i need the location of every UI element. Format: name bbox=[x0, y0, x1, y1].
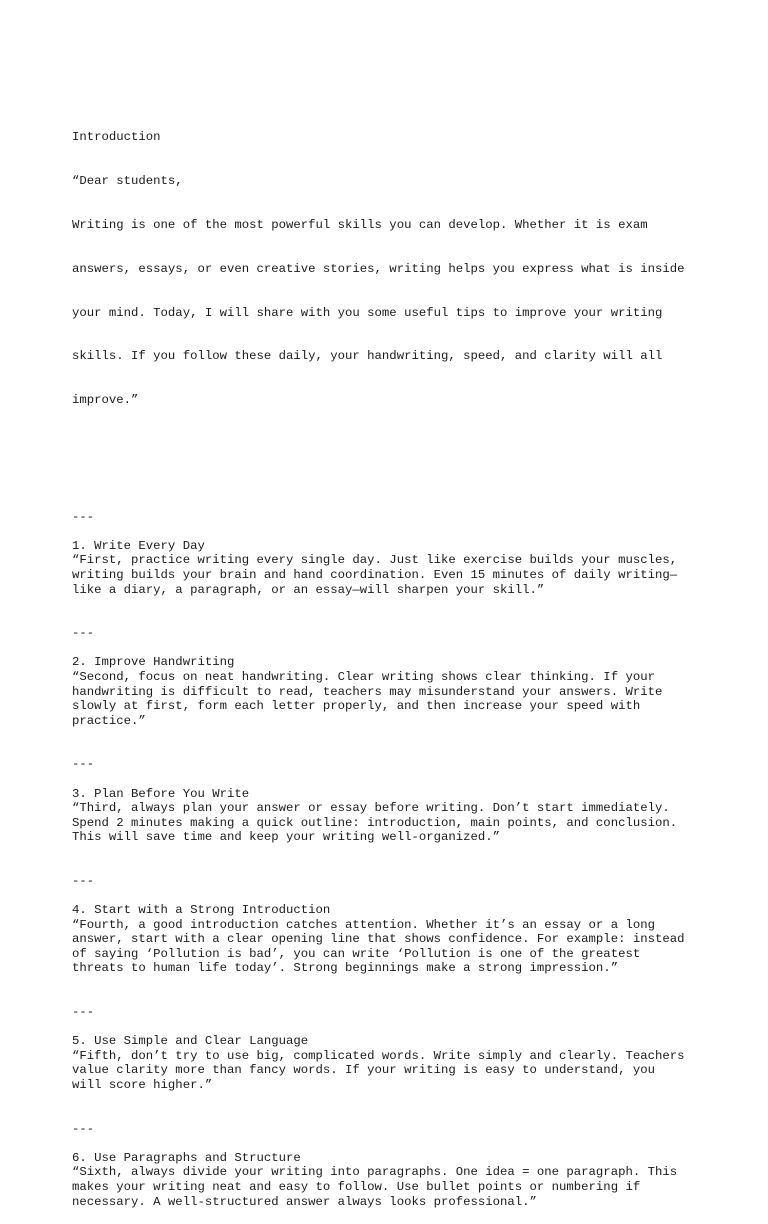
section-block bbox=[72, 1034, 712, 1092]
section-separator: --- bbox=[72, 1005, 95, 1020]
section-line: “Sixth, always divide your writing into paragraphs. One idea = one paragraph. This bbox=[72, 1165, 678, 1180]
section-line: makes your writing neat and easy to follow. Use bullet points or numbering if bbox=[72, 1180, 641, 1194]
section-heading: 1. Write Every Day bbox=[72, 538, 205, 553]
section-block bbox=[72, 903, 712, 976]
section-separator: --- bbox=[72, 626, 95, 641]
section-line: of saying ‘Pollution is bad’, you can write ‘Pollution is one of the greatest bbox=[72, 946, 641, 961]
section-line: slowly at first, form each letter properly, and then increase your speed with bbox=[72, 699, 641, 714]
section-line: like a diary, a paragraph, or an essay—will sharpen your skill.” bbox=[72, 582, 545, 597]
section-block bbox=[72, 787, 712, 845]
section-heading: 6. Use Paragraphs and Structure bbox=[72, 1150, 301, 1165]
section-line: Spend 2 minutes making a quick outline: introduction, main points, and conclusion. bbox=[72, 815, 678, 830]
section-heading: 2. Improve Handwriting bbox=[72, 655, 235, 670]
sections-container bbox=[72, 481, 712, 1210]
intro-heading: Introduction bbox=[72, 130, 161, 145]
section-line: value clarity more than fancy words. If your writing is easy to understand, you bbox=[72, 1063, 655, 1078]
section-heading: 5. Use Simple and Clear Language bbox=[72, 1034, 309, 1049]
section-line: practice.” bbox=[72, 713, 146, 728]
section-separator: --- bbox=[72, 509, 95, 524]
section-line: “Second, focus on neat handwriting. Clear writing shows clear thinking. If your bbox=[72, 669, 655, 684]
section-line: This will save time and keep your writing well-organized.” bbox=[72, 830, 501, 845]
intro-line: “Dear students, bbox=[72, 174, 183, 189]
section-line: “Fourth, a good introduction catches attention. Whether it’s an essay or a long bbox=[72, 917, 655, 932]
intro-block bbox=[72, 101, 712, 437]
section-block bbox=[72, 1151, 712, 1209]
section-line: threats to human life today’. Strong beginnings make a strong impression.” bbox=[72, 961, 619, 976]
intro-line: Writing is one of the most powerful skills you can develop. Whether it is exam bbox=[72, 217, 648, 232]
section-line: writing builds your brain and hand coordination. Even 15 minutes of daily writing— bbox=[72, 568, 678, 582]
intro-line: your mind. Today, I will share with you some useful tips to improve your writing bbox=[72, 305, 663, 320]
section-separator: --- bbox=[72, 873, 95, 888]
section-line: “First, practice writing every single day. Just like exercise builds your muscles, bbox=[72, 553, 678, 568]
section-block bbox=[72, 655, 712, 728]
section-line: “Third, always plan your answer or essay before writing. Don’t start immediately. bbox=[72, 801, 670, 816]
section-block bbox=[72, 539, 712, 597]
intro-line: improve.” bbox=[72, 393, 139, 408]
section-separator: --- bbox=[72, 757, 95, 772]
document-page bbox=[72, 72, 712, 1224]
intro-line: answers, essays, or even creative stories, writing helps you express what is inside bbox=[72, 261, 685, 276]
section-line: will score higher.” bbox=[72, 1078, 213, 1093]
section-heading: 4. Start with a Strong Introduction bbox=[72, 903, 331, 918]
section-line: necessary. A well-structured answer always looks professional.” bbox=[72, 1194, 537, 1209]
section-line: “Fifth, don’t try to use big, complicated words. Write simply and clearly. Teachers bbox=[72, 1048, 685, 1063]
section-line: handwriting is difficult to read, teachers may misunderstand your answers. Write bbox=[72, 684, 663, 699]
section-heading: 3. Plan Before You Write bbox=[72, 786, 250, 801]
intro-line: skills. If you follow these daily, your handwriting, speed, and clarity will all bbox=[72, 349, 663, 364]
section-separator: --- bbox=[72, 1121, 95, 1136]
section-line: answer, start with a clear opening line that shows confidence. For example: instead bbox=[72, 932, 685, 947]
